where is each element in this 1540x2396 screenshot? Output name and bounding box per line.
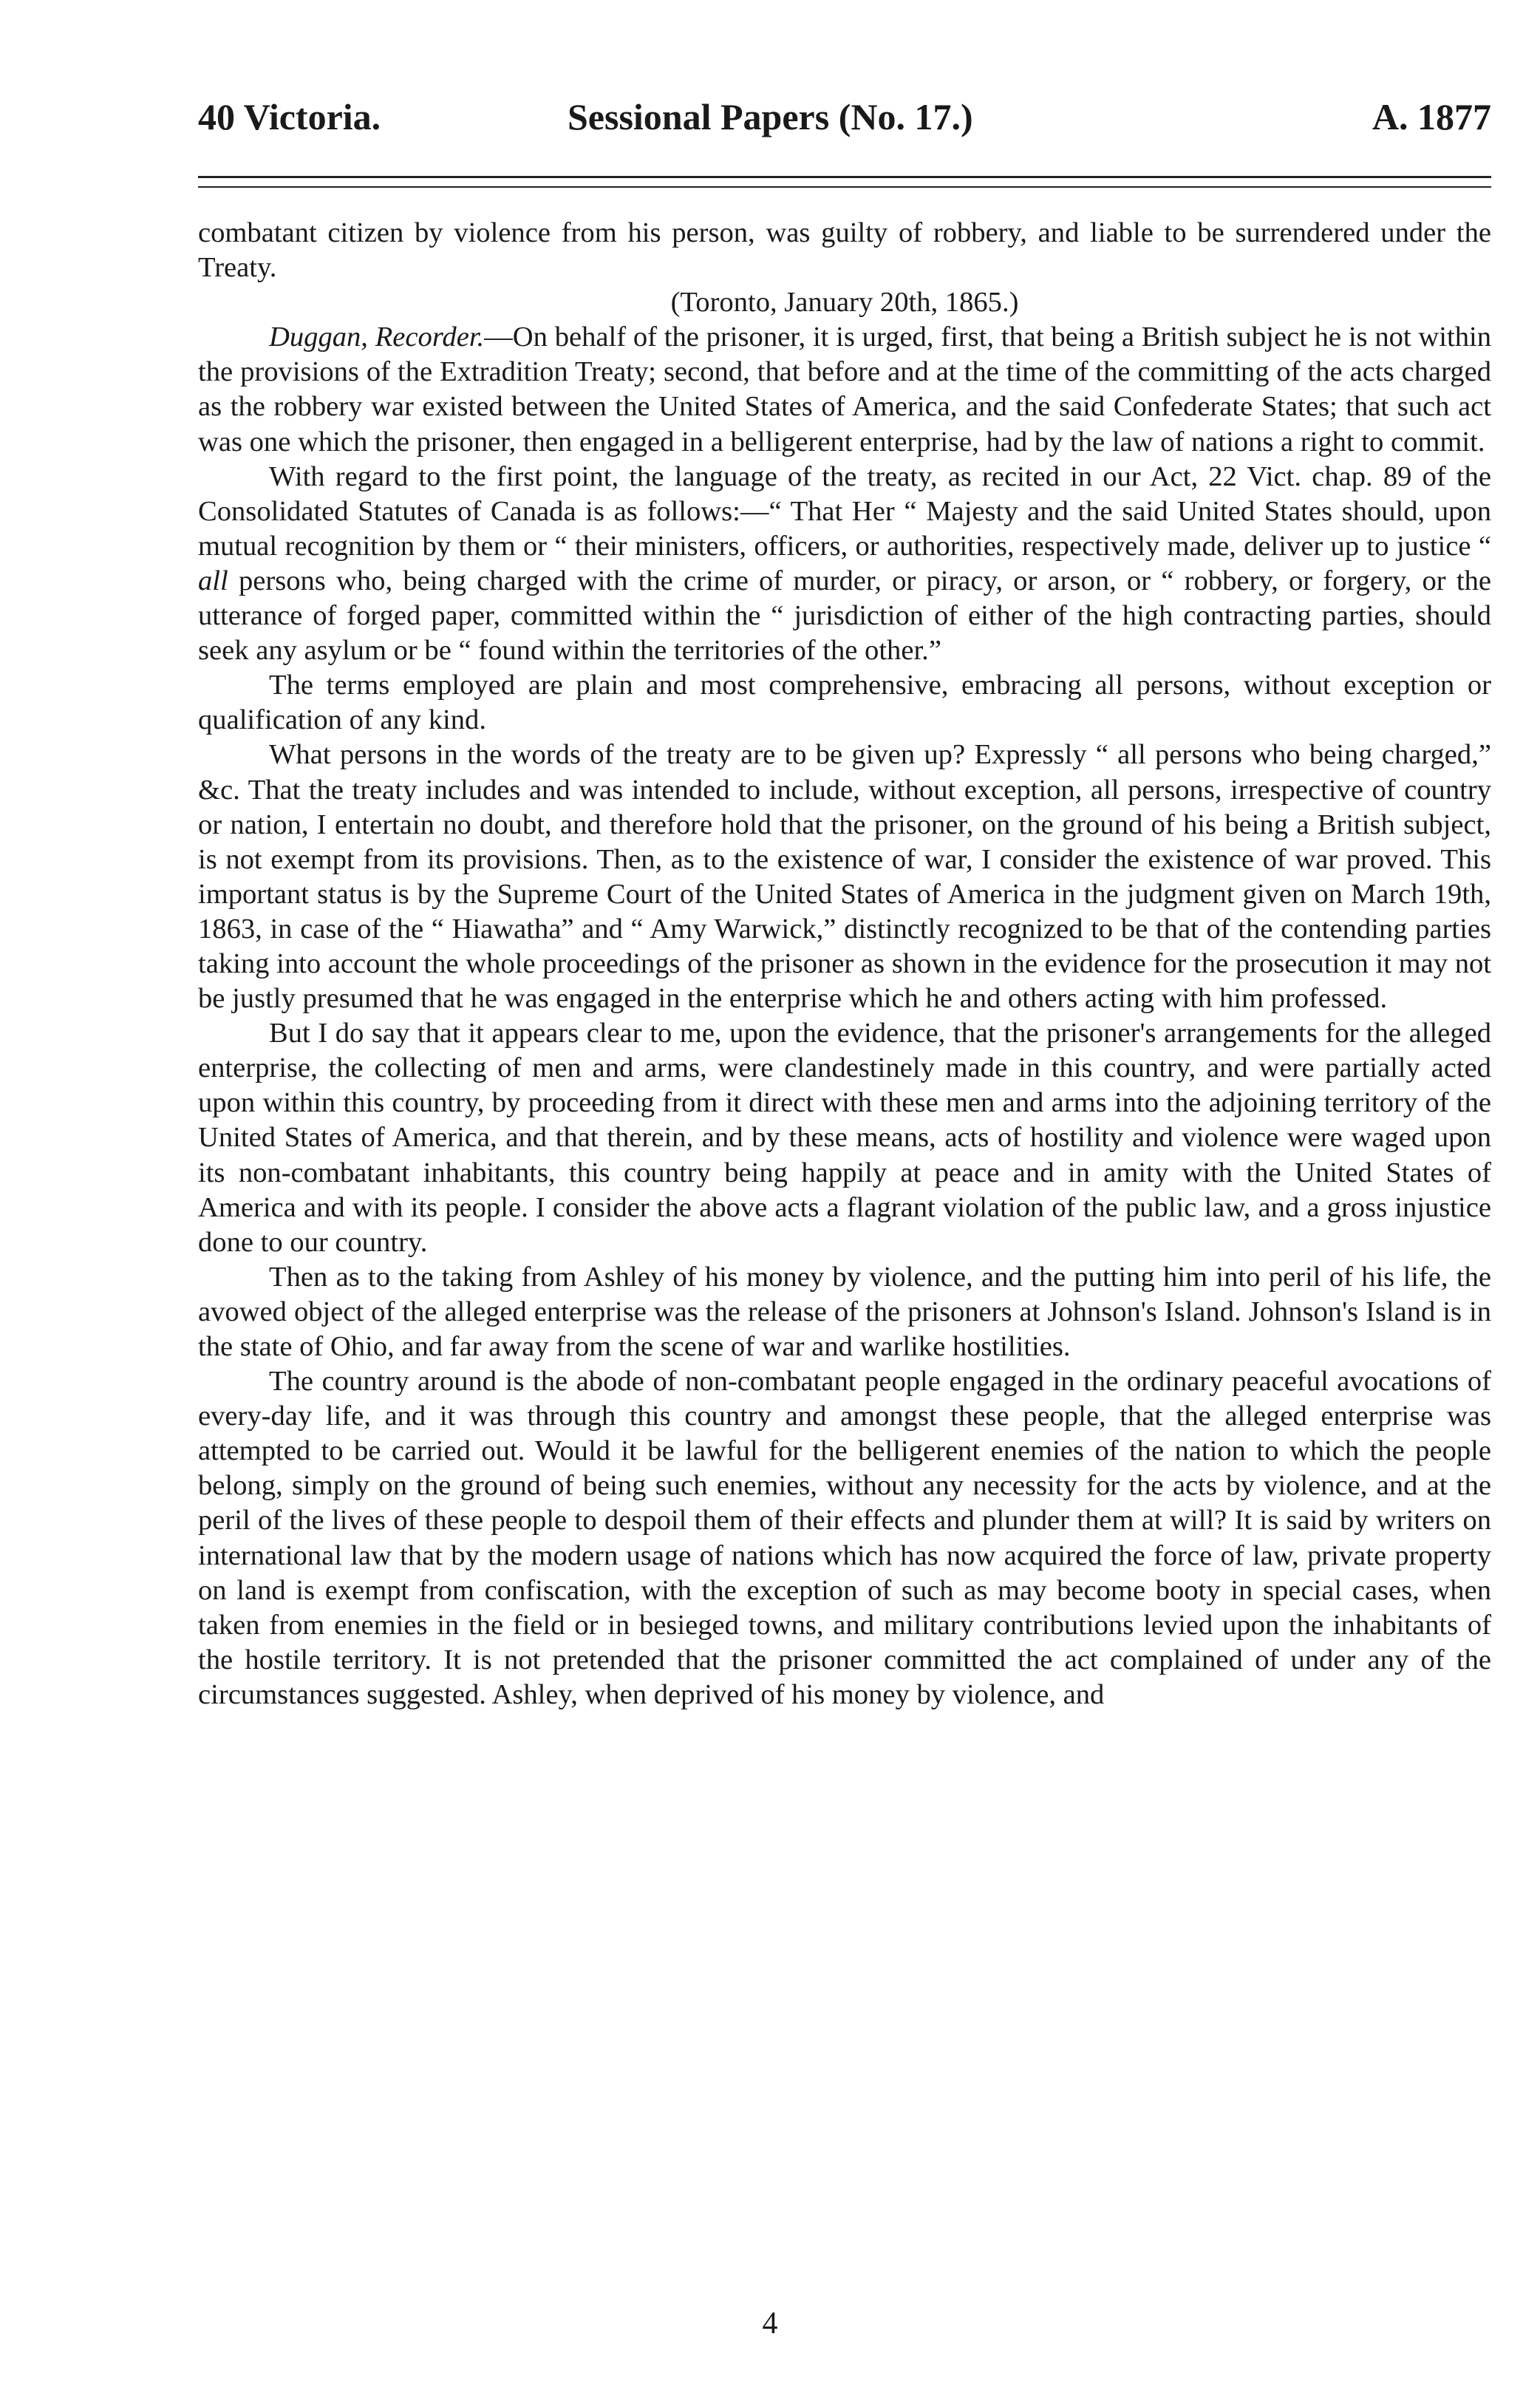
speaker-name: Duggan, Recorder. [269, 321, 485, 353]
running-header [198, 87, 1491, 146]
treaty-text-a: With regard to the first point, the language of the treaty, as recited in our Act, 22 Vict. chap. 89 of the Consolidated Statutes of Canada is as follows:—“ That Her “ Majesty and the said United States should, upon mutual recognition by them or “ their ministers, officers, or authorities, respectively made, deliver up to justice “ [198, 460, 1491, 562]
paragraph-recorder-text: —On behalf of the prisoner, it is urged, first, that being a British subject he is not within the provisions of the Extradition Treaty; second, that before and at the time of the committing of the acts charged as the robbery war existed between the United States of America, and the said Confederate States; that such act was one which the prisoner, then engaged in a belligerent enterprise, had by the law of nations a right to commit. [198, 321, 1491, 457]
paragraph-recorder [198, 320, 1491, 459]
page-number: 4 [762, 2307, 778, 2341]
paragraph-terms: The terms employed are plain and most comprehensive, embracing all persons, without exception or qualification of any kind. [198, 670, 1491, 736]
header-title: Sessional Papers (No. 17.) [568, 96, 973, 137]
treaty-text-b: persons who, being charged with the crime of murder, or piracy, or arson, or “ robbery, or forgery, or the utterance of forged paper, committed within the “ jurisdiction of either of the high contracting parties, should seek any asylum or be “ found within the territories of the other.” [198, 565, 1491, 667]
header-year: A. 1877 [1372, 96, 1491, 137]
paragraph-country: The country around is the abode of non-combatant people engaged in the ordinary peaceful avocations of every-day life, and it was through this country and amongst these people, that the alleged enterprise was attempted to be carried out. Would it be lawful for the belligerent enemies of the nation to which the people belong, simply on the ground of being such enemies, without any necessity for the acts by violence, and at the peril of the lives of these people to despoil them of their effects and plunder them at will? It is said by writers on international law that by the modern usage of nations which has now acquired the force of law, private property on land is exempt from confiscation, with the exception of such as may become booty in special cases, when taken from enemies in the field or in besieged towns, and military contributions levied upon the inhabitants of the hostile territory. It is not pretended that the prisoner committed the act complained of under any of the circumstances suggested. Ashley, when deprived of his money by violence, and [198, 1366, 1491, 1710]
paragraph-treaty-language [198, 460, 1491, 669]
dateline: (Toronto, January 20th, 1865.) [670, 287, 1019, 319]
paragraph-continuation: combatant citizen by violence from his person, was guilty of robbery, and liable to be surrendered under the Treaty. [198, 217, 1491, 284]
treaty-text-emphasis: all [198, 565, 228, 596]
header-rule-thick [198, 176, 1491, 178]
paragraph-ashley: Then as to the taking from Ashley of his money by violence, and the putting him into peril of his life, the avowed object of the alleged enterprise was the release of the prisoners at Johnson's Island. Johnson's Island is in the state of Ohio, and far away from the scene of war and warlike hostilities. [198, 1261, 1491, 1362]
body-text [198, 216, 1491, 1712]
paragraph-persons: What persons in the words of the treaty are to be given up? Expressly “ all persons who being charged,” &c. That the treaty includes and was intended to include, without exception, all persons, irrespective of country or nation, I entertain no doubt, and therefore hold that the prisoner, on the ground of his being a British subject, is not exempt from its provisions. Then, as to the existence of war, I consider the existence of war proved. This important status is by the Supreme Court of the United States of America in the judgment given on March 19th, 1863, in case of the “ Hiawatha” and “ Amy Warwick,” distinctly recognized to be that of the contending parties taking into account the whole proceedings of the prisoner as shown in the evidence for the prosecution it may not be justly presumed that he was engaged in the enterprise which he and others acting with him professed. [198, 739, 1491, 1015]
header-rule-thin [198, 186, 1491, 188]
paragraph-arrangements: But I do say that it appears clear to me, upon the evidence, that the prisoner's arrangements for the alleged enterprise, the collecting of men and arms, were clandestinely made in this country, and were partially acted upon within this country, by proceeding from it direct with these men and arms into the adjoining territory of the United States of America, and that therein, and by these means, acts of hostility and violence were waged upon its non-combatant inhabitants, this country being happily at peace and in amity with the United States of America and with its people. I consider the above acts a flagrant violation of the public law, and a gross injustice done to our country. [198, 1018, 1491, 1258]
header-volume: 40 Victoria. [198, 96, 381, 137]
